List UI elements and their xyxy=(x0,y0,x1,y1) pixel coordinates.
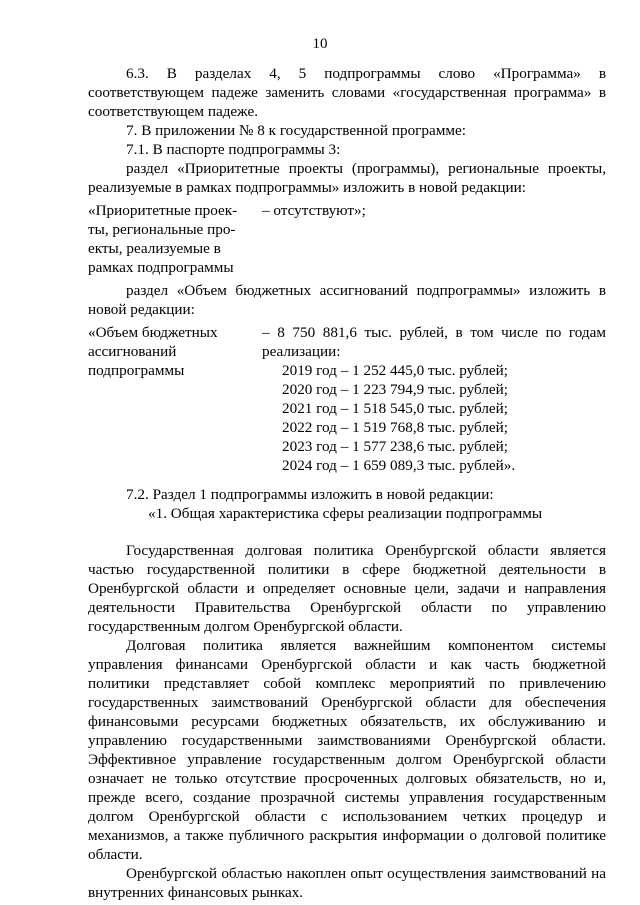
table-cell-line: «Объем бюджетных xyxy=(88,324,218,341)
budget-label xyxy=(88,323,258,475)
budget-year-line: 2024 год – 1 659 089,3 тыс. рублей». xyxy=(282,457,516,474)
budget-table xyxy=(88,323,606,475)
budget-year-line: 2022 год – 1 519 768,8 тыс. рублей; xyxy=(282,419,509,436)
body-paragraph-1: Государственная долговая политика Оренбургской области является частью государственной политики в сфере бюджетной деятельности в Оренбургской области и определяет основные цели, задачи и направления деятельности Правительства Оренбургской области по управлению государственным долгом Оренбургской области. xyxy=(88,542,606,635)
table-cell-line: «Приоритетные проек- xyxy=(88,202,238,219)
budget-total: – 8 750 881,6 тыс. рублей, в том числе по годам реализации: xyxy=(262,324,606,360)
table-cell-line: ассигнований xyxy=(88,343,177,360)
table-cell-line: ты, региональные про- xyxy=(88,221,236,238)
body-paragraph-2: Долговая политика является важнейшим компонентом системы управления финансами Оренбургской области и как часть бюджетной политики представляет собой комплекс мероприятий по привлечению государственных заимствований Оренбургской области для обеспечения финансовыми ресурсами бюджетных обязательств, их обслуживанию и управлению государственными заимствованиями Оренбургской области. Эффективное управление государственным долгом Оренбургской области означает не только отсутствие просроченных долговых обязательств, но и, прежде всего, создание прозрачной системы управления государственным долгом Оренбургской области с использованием четких процедур и механизмов, а также публичного раскрытия информации о долговой политике области. xyxy=(88,637,606,863)
paragraph-7: 7. В приложении № 8 к государственной программе: xyxy=(126,122,466,139)
section-1-title: «1. Общая характеристика сферы реализации подпрограммы xyxy=(148,505,543,522)
table-cell-line: подпрограммы xyxy=(88,362,185,379)
priority-projects-label xyxy=(88,201,258,277)
budget-year-line: 2019 год – 1 252 445,0 тыс. рублей; xyxy=(282,362,509,379)
budget-value xyxy=(258,323,606,475)
paragraph-7-1-section-priority: раздел «Приоритетные проекты (программы), региональные проекты, реализуемые в рамках подпрограммы» изложить в новой редакции: xyxy=(88,160,606,196)
budget-year-line: 2020 год – 1 223 794,9 тыс. рублей; xyxy=(282,381,509,398)
budget-year-line: 2021 год – 1 518 545,0 тыс. рублей; xyxy=(282,400,509,417)
paragraph-7-2: 7.2. Раздел 1 подпрограммы изложить в новой редакции: xyxy=(126,486,494,503)
page-number: 10 xyxy=(312,36,328,52)
priority-projects-table xyxy=(88,201,606,277)
budget-years xyxy=(262,361,606,475)
body-paragraph-3: Оренбургской областью накоплен опыт осуществления заимствований на внутренних финансовых рынках. xyxy=(88,865,606,901)
document-body xyxy=(88,64,606,902)
budget-year-line: 2023 год – 1 577 238,6 тыс. рублей; xyxy=(282,438,509,455)
paragraph-7-1-section-budget: раздел «Объем бюджетных ассигнований подпрограммы» изложить в новой редакции: xyxy=(88,282,606,318)
paragraph-7-1: 7.1. В паспорте подпрограммы 3: xyxy=(126,141,341,158)
paragraph-6-3: 6.3. В разделах 4, 5 подпрограммы слово «Программа» в соответствующем падеже заменить словами «государственная программа» в соответствующем падеже. xyxy=(88,65,606,120)
table-cell-line: рамках подпрограммы xyxy=(88,259,234,276)
priority-projects-value: – отсутствуют»; xyxy=(262,202,366,219)
table-cell-line: екты, реализуемые в xyxy=(88,240,221,257)
